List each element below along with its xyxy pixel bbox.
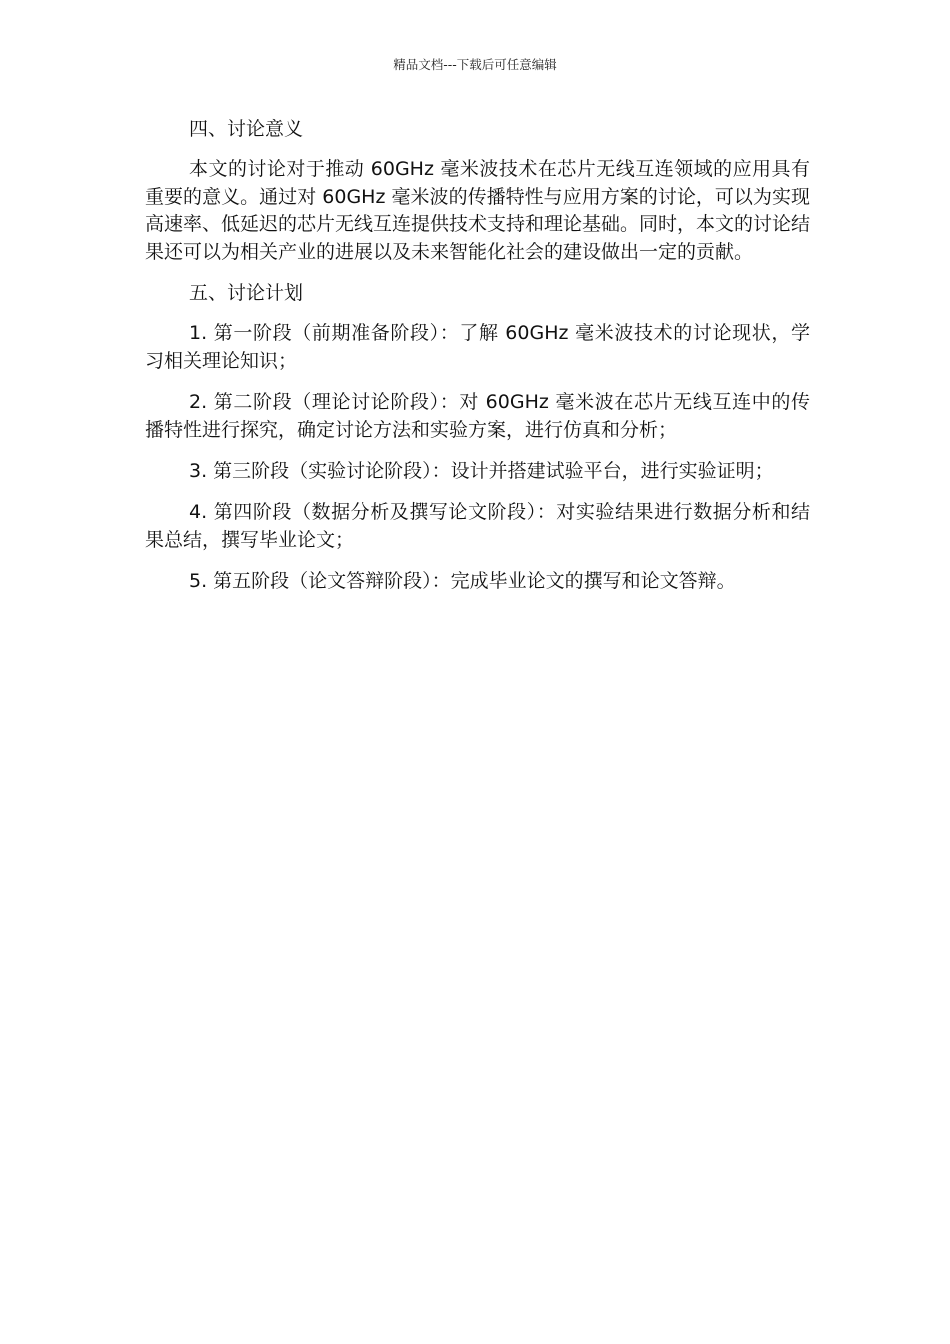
section-heading-significance: 四、讨论意义 [189, 118, 304, 140]
plan-item-2: 2. 第二阶段（理论讨论阶段）：对 60GHz 毫米波在芯片无线互连中的传播特性进行探究，确定讨论方法和实验方案，进行仿真和分析； [145, 391, 810, 441]
plan-item-5: 5. 第五阶段（论文答辩阶段）：完成毕业论文的撰写和论文答辩。 [189, 570, 736, 593]
section-heading-plan: 五、讨论计划 [189, 282, 304, 305]
plan-item-1: 1. 第一阶段（前期准备阶段）：了解 60GHz 毫米波技术的讨论现状，学习相关理论知识； [145, 322, 810, 372]
document-body [145, 116, 810, 610]
plan-item-4: 4. 第四阶段（数据分析及撰写论文阶段）：对实验结果进行数据分析和结果总结，撰写毕业论文； [145, 501, 810, 551]
plan-item-3: 3. 第三阶段（实验讨论阶段）：设计并搭建试验平台，进行实验证明； [189, 460, 774, 483]
significance-paragraph: 本文的讨论对于推动 60GHz 毫米波技术在芯片无线互连领域的应用具有重要的意义。通过对 60GHz 毫米波的传播特性与应用方案的讨论，可以为实现高速率、低延迟的芯片无线互连提供技术支持和理论基础。同时，本文的讨论结果还可以为相关产业的进展以及未来智能化社会的建设做出一定的贡献。 [145, 158, 811, 263]
page-header: 精品文档---下载后可任意编辑 [393, 57, 557, 72]
